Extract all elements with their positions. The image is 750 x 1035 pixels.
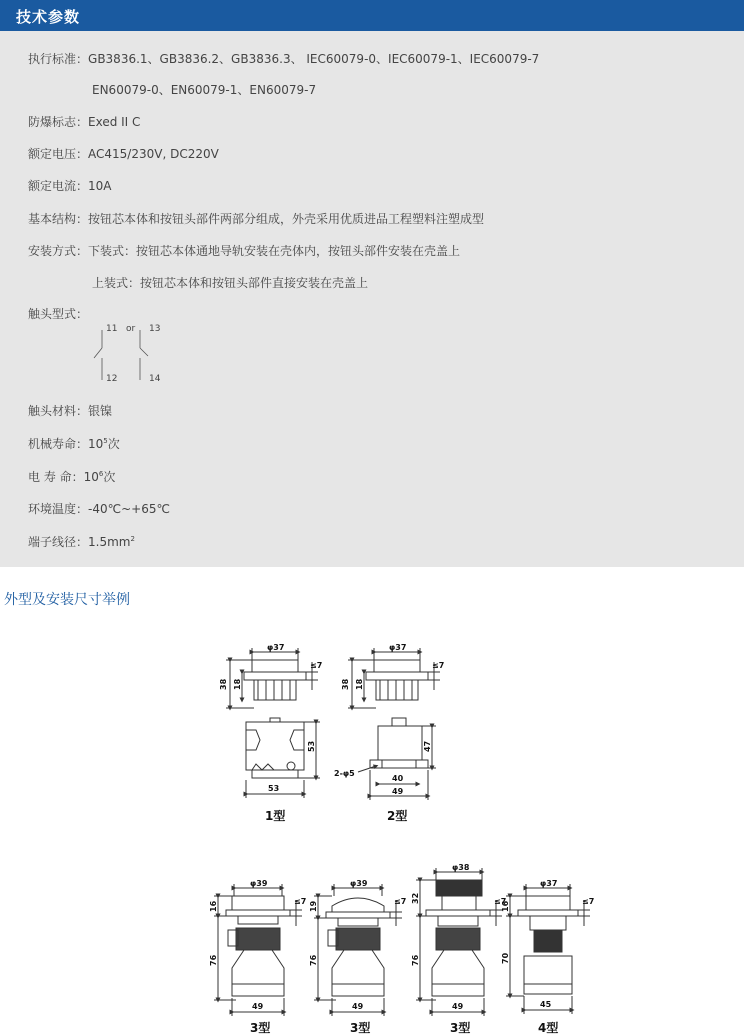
t2-w-body: 49 bbox=[392, 787, 404, 796]
spec-mech-life bbox=[28, 435, 120, 452]
caption-type1: 1型 bbox=[265, 809, 286, 823]
t3c-h-head: 32 bbox=[411, 892, 420, 904]
spec-label: 基本结构： bbox=[28, 212, 89, 226]
t1-gap: ≤7 bbox=[310, 661, 323, 670]
spec-label: 安装方式： bbox=[28, 244, 89, 258]
caption-type2: 2型 bbox=[387, 809, 408, 823]
caption-type3c: 3型 bbox=[450, 1021, 471, 1035]
t3c-gap: ≤7 bbox=[494, 897, 507, 906]
section-header bbox=[0, 0, 744, 31]
spec-wire bbox=[28, 533, 135, 550]
spec-value-base: 10 bbox=[83, 470, 99, 484]
t3c-h-body: 76 bbox=[411, 954, 420, 966]
t3a-h-body: 76 bbox=[209, 954, 218, 966]
spec-current bbox=[28, 177, 112, 194]
spec-label: 端子线径： bbox=[28, 535, 89, 549]
t3b-w-base: 49 bbox=[352, 1002, 364, 1011]
spec-standard bbox=[28, 50, 539, 67]
spec-value-exp: 5 bbox=[103, 437, 108, 445]
t2-holes: 2-φ5 bbox=[334, 769, 355, 778]
caption-type3a: 3型 bbox=[250, 1021, 271, 1035]
spec-value: AC415/230V, DC220V bbox=[88, 147, 219, 161]
spec-value-exp: 6 bbox=[98, 470, 104, 478]
drawing-type1 bbox=[226, 648, 323, 798]
t3b-h-head: 19 bbox=[309, 900, 318, 912]
spec-temperature bbox=[28, 500, 170, 517]
drawing-type2 bbox=[348, 648, 440, 800]
spec-label: 额定电压： bbox=[28, 147, 89, 161]
section-title-tech-params: 技术参数 bbox=[16, 8, 81, 26]
caption-type3b: 3型 bbox=[350, 1021, 371, 1035]
t4-d-top: φ37 bbox=[540, 879, 558, 888]
t3a-d-top: φ39 bbox=[250, 879, 268, 888]
t2-h-total: 38 bbox=[341, 678, 350, 690]
t4-h-body: 70 bbox=[501, 952, 510, 964]
t2-gap: ≤7 bbox=[432, 661, 445, 670]
spec-label: 执行标准： bbox=[28, 52, 89, 66]
spec-label: 触头材料： bbox=[28, 404, 89, 418]
spec-value-exp: 2 bbox=[130, 535, 135, 543]
caption-type4: 4型 bbox=[538, 1021, 559, 1035]
spec-panel bbox=[0, 31, 744, 567]
t3b-h-body: 76 bbox=[309, 954, 318, 966]
spec-label: 机械寿命： bbox=[28, 437, 89, 451]
spec-label: 防爆标志： bbox=[28, 115, 89, 129]
contact-label-13: 13 bbox=[149, 324, 161, 334]
spec-install-line2: 上装式：按钮芯本体和按钮头部件直接安装在壳盖上 bbox=[92, 276, 369, 290]
spec-contact bbox=[28, 305, 88, 322]
drawing-type3b bbox=[314, 884, 402, 1016]
t2-h-body: 47 bbox=[423, 740, 432, 752]
spec-install bbox=[28, 242, 460, 259]
spec-value-unit: 次 bbox=[107, 437, 120, 451]
spec-value: 10A bbox=[88, 179, 112, 193]
contact-label-14: 14 bbox=[149, 374, 161, 384]
spec-value: -40℃~+65℃ bbox=[88, 502, 170, 516]
spec-label: 触头型式： bbox=[28, 307, 89, 321]
contact-label-11: 11 bbox=[106, 324, 118, 334]
t1-h-total: 38 bbox=[219, 678, 228, 690]
drawing-type3a bbox=[214, 884, 302, 1016]
t1-h-head: 18 bbox=[233, 678, 242, 690]
t3c-d-top: φ38 bbox=[452, 863, 470, 872]
t4-w-base: 45 bbox=[540, 1000, 552, 1009]
t3c-w-base: 49 bbox=[452, 1002, 464, 1011]
t2-h-head: 18 bbox=[355, 678, 364, 690]
spec-material bbox=[28, 402, 112, 419]
t1-h-body: 53 bbox=[307, 740, 316, 752]
contact-symbol bbox=[90, 322, 180, 387]
spec-label: 环境温度： bbox=[28, 502, 89, 516]
t3b-d-top: φ39 bbox=[350, 879, 368, 888]
spec-value: 银镍 bbox=[88, 404, 113, 418]
t3b-gap: ≤7 bbox=[394, 897, 407, 906]
t4-gap: ≤7 bbox=[582, 897, 595, 906]
spec-value: 按钮芯本体和按钮头部件两部分组成，外壳采用优质进品工程塑料注塑成型 bbox=[88, 212, 485, 226]
t2-d-top: φ37 bbox=[389, 643, 407, 652]
t3a-h-head: 16 bbox=[209, 900, 218, 912]
spec-label: 额定电流： bbox=[28, 179, 89, 193]
spec-label: 电 寿 命： bbox=[28, 470, 84, 484]
t4-h-head: 16 bbox=[501, 900, 510, 912]
t1-d-top: φ37 bbox=[267, 643, 285, 652]
spec-voltage bbox=[28, 145, 219, 162]
spec-standard-line2: EN60079-0、EN60079-1、EN60079-7 bbox=[92, 83, 317, 97]
t1-w-body: 53 bbox=[268, 784, 280, 793]
spec-value: 下装式：按钮芯本体通地导轨安装在壳体内，按钮头部件安装在壳盖上 bbox=[88, 244, 461, 258]
spec-value-unit: 次 bbox=[103, 470, 116, 484]
t3a-w-base: 49 bbox=[252, 1002, 264, 1011]
t2-w-inner: 40 bbox=[392, 774, 404, 783]
section-title-dimensions: 外型及安装尺寸举例 bbox=[4, 592, 130, 608]
contact-label-12: 12 bbox=[106, 374, 118, 384]
drawing-type3c bbox=[416, 868, 502, 1016]
t3a-gap: ≤7 bbox=[294, 897, 307, 906]
spec-explosion bbox=[28, 113, 140, 130]
spec-value: GB3836.1、GB3836.2、GB3836.3、 IEC60079-0、IEC60079-1、IEC60079-7 bbox=[88, 52, 540, 66]
drawing-type4 bbox=[506, 884, 590, 1014]
spec-elec-life bbox=[28, 468, 115, 485]
spec-value-base: 10 bbox=[88, 437, 104, 451]
spec-value: Exed II C bbox=[88, 115, 141, 129]
spec-structure bbox=[28, 210, 484, 227]
contact-label-or: or bbox=[126, 324, 136, 334]
contact-diagram bbox=[90, 322, 180, 387]
spec-value-base: 1.5mm bbox=[88, 535, 131, 549]
